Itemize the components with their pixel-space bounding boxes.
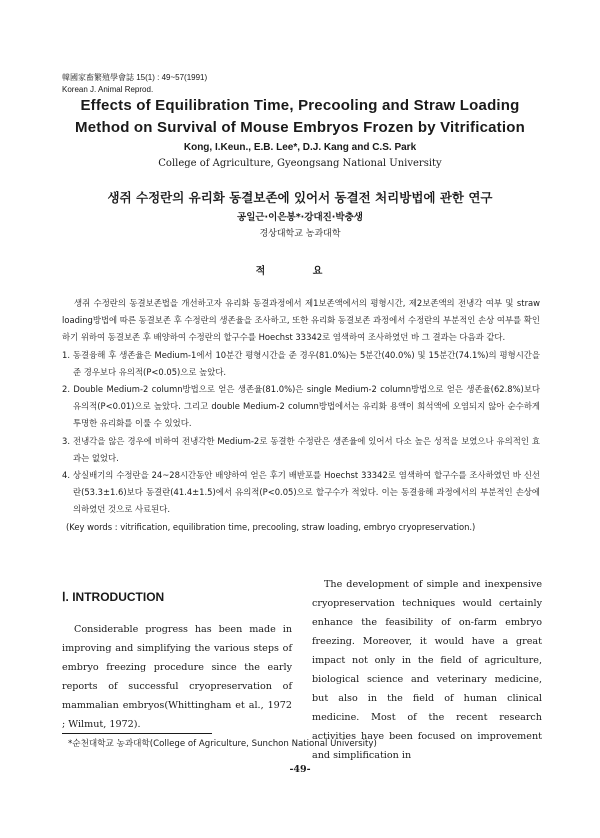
paper-title-line-1: Effects of Equilibration Time, Precooling and Straw Loading: [80, 97, 520, 114]
affiliation: College of Agriculture, Gyeongsang National University: [158, 158, 442, 169]
footnote: *순천대학교 농과대학(College of Agriculture, Sunchon National University): [68, 739, 377, 749]
footnote-divider: [62, 733, 212, 734]
korean-affiliation: 경상대학교 농과대학: [259, 229, 341, 239]
introduction-left-column: [62, 620, 292, 734]
abstract-result-2: 2. Double Medium-2 column방법으로 얻은 생존율(81.0%)은 single Medium-2 column방법으로 얻은 생존율(62.8%)보다 유의적(P<0.01)으로 높았다. 그리고 double Medium-2 column방법에서는 유리화 용액이 희석액에 오염되지 않아 순수하게 투명한 유리화를 이룰 수 있었다.: [62, 384, 540, 429]
journal-citation: [62, 72, 207, 96]
author-list: Kong, I.Keun., E.B. Lee*, D.J. Kang and C.S. Park: [183, 142, 417, 153]
page-number: -49-: [289, 764, 311, 775]
introduction-paragraph-1: Considerable progress has been made in improving and simplifying the various steps of embryo freezing procedure since the early reports of successful cryopreservation of mammalian embryos(Whittingham et al., 1972 ; Wilmut, 1972).: [62, 624, 292, 730]
abstract-body: [62, 295, 540, 536]
introduction-paragraph-2: The development of simple and inexpensive cryopreservation techniques would certainly enhance the feasibility of on-farm embryo freezing. Moreover, it would have a great impact not only in the field of agriculture, biological science and veterinary medicine, but also in the field of human clinical medicine. Most of the recent research activities have been focused on improvement and simplification in: [312, 579, 542, 761]
paper-title-line-2: Method on Survival of Mouse Embryos Frozen by Vitrification: [75, 119, 525, 136]
abstract-result-1: 1. 동결융해 후 생존율은 Medium-1에서 10분간 평형시간을 준 경우(81.0%)는 5분간(40.0%) 및 15분간(74.1%)의 평형시간을 준 경우보다 유의적(P<0.05)으로 높았다.: [62, 349, 540, 377]
abstract-result-4: 4. 상실배기의 수정란을 24~28시간동안 배양하여 얻은 후기 배반포를 Hoechst 33342로 염색하여 할구수를 조사하였던 바 신선란(53.3±1.6)보다 동결란(41.4±1.5)에서 유의적(P<0.05)으로 할구수가 적었다. 이는 동결융해 과정에서의 부분적인 손상에 의하였던 것으로 사료된다.: [62, 470, 540, 515]
abstract-heading: 적 요: [255, 266, 345, 277]
korean-author-list: 공일근·이은봉*·강대진·박충생: [237, 212, 363, 223]
journal-citation-english: Korean J. Animal Reprod.: [62, 85, 154, 94]
paper-title: [50, 95, 550, 139]
introduction-heading: Ⅰ. INTRODUCTION: [62, 590, 165, 604]
abstract-intro: 생쥐 수정란의 동결보존법을 개선하고자 유리화 동결과정에서 제1보존액에서의 평형시간, 제2보존액의 전냉각 여부 및 straw loading방법에 따른 동결보존 후 수정란의 생존율을 조사하고, 또한 유리화 동결보존 과정에서 수정란의 부분적인 손상 여부를 확인하기 위하여 동결보존 후 배양하여 수정란의 할구수를 Hoechst 33342로 염색하여 조사하였던 바 그 결과는 다음과 같다.: [62, 298, 540, 343]
keywords: (Key words : vitrification, equilibration time, precooling, straw loading, embryo cryopreservation.): [66, 521, 476, 532]
korean-title: 생쥐 수정란의 유리화 동결보존에 있어서 동결전 처리방법에 관한 연구: [107, 190, 493, 205]
abstract-result-3: 3. 전냉각을 않은 경우에 비하여 전냉각한 Medium-2로 동결한 수정란은 생존율에 있어서 다소 높은 성적을 보였으나 유의적인 효과는 없었다.: [62, 435, 540, 463]
journal-citation-korean: 韓國家畜繁殖學會誌 15(1) : 49~57(1991): [62, 73, 208, 82]
